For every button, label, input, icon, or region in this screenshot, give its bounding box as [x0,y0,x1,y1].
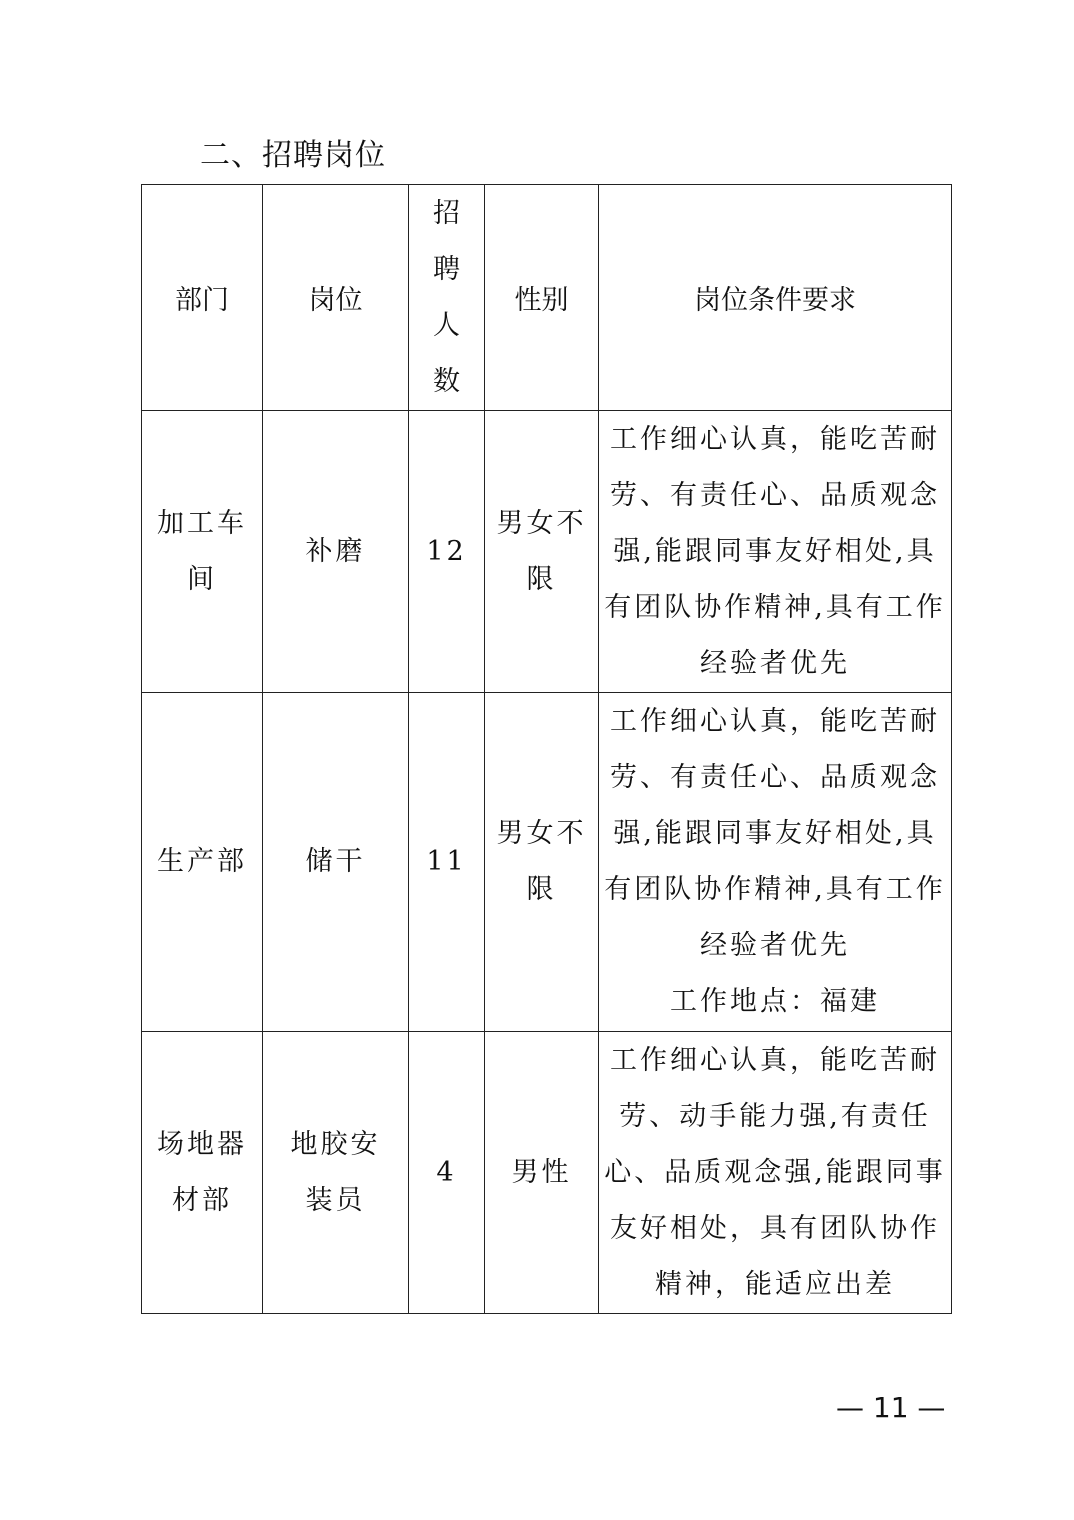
page-number: — 11 — [836,1391,946,1424]
count-cell: 4 [409,1032,485,1314]
position-cell: 储干 [263,693,409,1032]
recruitment-table [141,184,952,1314]
gender-cell [485,693,599,1032]
table-row [142,411,952,693]
requirements-cell [599,693,952,1032]
requirements-text: 工作细心认真，能吃苦耐劳、动手能力强,有责任心、品质观念强,能跟同事友好相处，具有团队协作精神，能适应出差 [604,1044,946,1300]
header-gender: 性别 [485,185,599,411]
department-text: 加工车间 [157,507,247,595]
count-cell: 11 [409,693,485,1032]
header-requirements: 岗位条件要求 [599,185,952,411]
department-cell: 生产部 [142,693,263,1032]
header-position: 岗位 [263,185,409,411]
table-header-row [142,185,952,411]
header-department: 部门 [142,185,263,411]
position-cell: 补磨 [263,411,409,693]
requirements-cell [599,1032,952,1314]
header-count-label: 招聘人数 [432,197,460,397]
position-cell [263,1032,409,1314]
table-row [142,1032,952,1314]
requirements-text: 工作细心认真，能吃苦耐劳、有责任心、品质观念强,能跟同事友好相处,具有团队协作精神,具有工作经验者优先 [604,423,946,679]
section-title: 二、招聘岗位 [200,138,386,173]
count-cell: 12 [409,411,485,693]
header-count [409,185,485,411]
gender-text: 男女不限 [496,507,587,595]
department-text: 场地器材部 [157,1128,247,1216]
gender-cell: 男性 [485,1032,599,1314]
requirements-text: 工作细心认真，能吃苦耐劳、有责任心、品质观念强,能跟同事友好相处,具有团队协作精神,具有工作经验者优先 [604,706,946,961]
gender-cell [485,411,599,693]
position-text: 地胶安装员 [290,1128,381,1216]
table-row [142,693,952,1032]
department-cell [142,1032,263,1314]
gender-text: 男女不限 [496,818,587,905]
requirements-cell [599,411,952,693]
work-location-text: 工作地点：福建 [670,986,880,1017]
department-cell [142,411,263,693]
